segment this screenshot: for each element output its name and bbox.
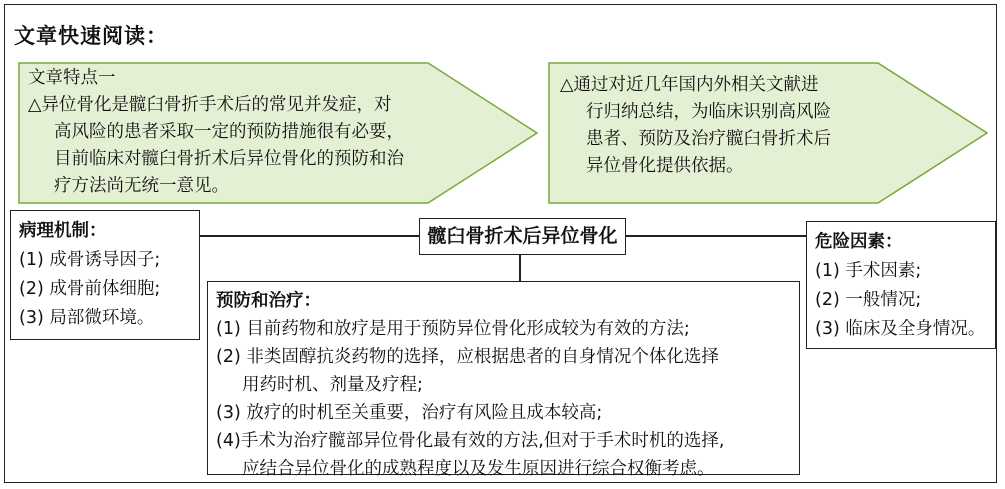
mechanism-box: [10, 210, 200, 340]
mechanism-item: (1) 成骨诱导因子;: [19, 250, 161, 270]
prevention-line: (4)手术为治疗髋部异位骨化最有效的方法,但对于手术时机的选择,: [216, 431, 725, 451]
feature-arrow: [18, 62, 538, 204]
connector-right: [626, 235, 808, 237]
summary-line: △通过对近几年国内外相关文献进: [560, 75, 819, 95]
prevention-line: (2) 非类固醇抗炎药物的选择，应根据患者的自身情况个体化选择: [216, 347, 719, 367]
prevention-line: (3) 放疗的时机至关重要，治疗有风险且成本较高;: [216, 403, 603, 423]
feature-line: 目前临床对髋臼骨折术后异位骨化的预防和治: [54, 149, 404, 169]
feature-line: 疗方法尚无统一意见。: [54, 176, 229, 196]
prevention-box: [207, 281, 800, 479]
feature-line: 高风险的患者采取一定的预防措施很有必要，: [54, 122, 404, 142]
risk-box: [806, 221, 996, 349]
center-topic: 髋臼骨折术后异位骨化: [419, 218, 626, 255]
summary-line: 患者、预防及治疗髋臼骨折术后: [586, 129, 831, 149]
feature-heading: 文章特点一: [28, 68, 116, 88]
mechanism-item: (3) 局部微环境。: [19, 308, 155, 328]
prevention-line: 用药时机、剂量及疗程;: [242, 375, 423, 395]
connector-left: [200, 235, 419, 237]
summary-line: 异位骨化提供依据。: [586, 156, 744, 176]
page-title: 文章快速阅读：: [14, 24, 168, 48]
prevention-line: 应结合异位骨化的成熟程度以及发生原因进行综合权衡考虑。: [242, 459, 715, 479]
risk-item: (3) 临床及全身情况。: [815, 319, 986, 339]
summary-arrow: [548, 62, 988, 204]
prevention-line: (1) 目前药物和放疗是用于预防异位骨化形成较为有效的方法;: [216, 319, 690, 339]
connector-down: [519, 253, 521, 282]
risk-heading: 危险因素：: [815, 232, 903, 252]
summary-line: 行归纳总结，为临床识别高风险: [586, 102, 831, 122]
feature-content: [28, 65, 404, 200]
risk-item: (1) 手术因素;: [815, 261, 922, 281]
mechanism-item: (2) 成骨前体细胞;: [19, 279, 161, 299]
risk-item: (2) 一般情况;: [815, 290, 922, 310]
prevention-heading: 预防和治疗：: [216, 291, 321, 311]
summary-content: [560, 72, 831, 180]
mechanism-heading: 病理机制：: [19, 221, 107, 241]
feature-line: △异位骨化是髋臼骨折手术后的常见并发症，对: [28, 95, 392, 115]
